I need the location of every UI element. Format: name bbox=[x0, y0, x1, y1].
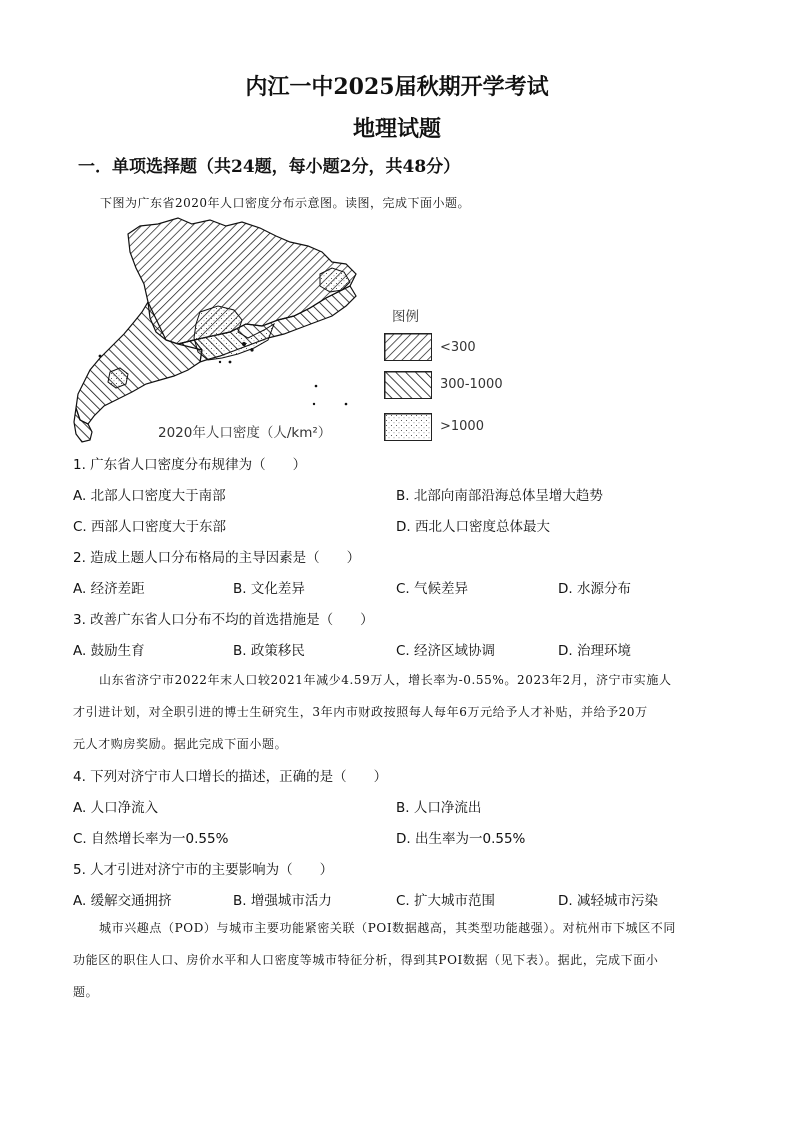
section-heading: 一．单项选择题（共24题，每小题2分，共48分） bbox=[78, 157, 461, 177]
q4-option-c[interactable]: C. 自然增长率为一0.55% bbox=[73, 831, 229, 847]
legend-label-low: <300 bbox=[440, 340, 476, 355]
q5-option-b[interactable]: B. 增强城市活力 bbox=[233, 893, 332, 909]
q1-option-d[interactable]: D. 西北人口密度总体最大 bbox=[396, 519, 550, 535]
map-caption: 2020年人口密度（人/km²） bbox=[158, 425, 332, 441]
legend-label-mid: 300-1000 bbox=[440, 377, 503, 392]
q1-option-b[interactable]: B. 北部向南部沿海总体呈增大趋势 bbox=[396, 488, 603, 504]
population-density-map bbox=[70, 212, 390, 444]
q4-option-a[interactable]: A. 人口净流入 bbox=[73, 800, 159, 816]
group3-paragraph-line: 城市兴趣点（POD）与城市主要功能紧密关联（POI数据越高，其类型功能越强）。对杭州市下城区不同 bbox=[99, 921, 676, 935]
exam-title: 内江一中2025届秋期开学考试 bbox=[245, 74, 549, 100]
group2-paragraph bbox=[73, 664, 723, 760]
legend-title: 图例 bbox=[392, 309, 419, 325]
legend-swatch-dots bbox=[384, 413, 432, 441]
q3-option-c[interactable]: C. 经济区域协调 bbox=[396, 643, 496, 659]
group2-paragraph-line: 才引进计划，对全职引进的博士生研究生，3年内市财政按照每人每年6万元给予人才补贴，并给予20万 bbox=[73, 705, 648, 719]
q2-option-a[interactable]: A. 经济差距 bbox=[73, 581, 145, 597]
legend-item-low bbox=[384, 333, 432, 361]
group2-paragraph-line: 山东省济宁市2022年末人口较2021年减少4.59万人，增长率为-0.55%。2023年2月，济宁市实施人 bbox=[99, 673, 672, 687]
legend-label-high: >1000 bbox=[440, 419, 484, 434]
legend-item-mid bbox=[384, 371, 432, 399]
q5-option-c[interactable]: C. 扩大城市范围 bbox=[396, 893, 496, 909]
q2-option-d[interactable]: D. 水源分布 bbox=[558, 581, 631, 597]
q5-option-d[interactable]: D. 减轻城市污染 bbox=[558, 893, 658, 909]
q1-option-c[interactable]: C. 西部人口密度大于东部 bbox=[73, 519, 227, 535]
q3-option-b[interactable]: B. 政策移民 bbox=[233, 643, 305, 659]
question-3: 3. 改善广东省人口分布不均的首选措施是（ ） bbox=[73, 612, 374, 628]
group1-intro: 下图为广东省2020年人口密度分布示意图。读图，完成下面小题。 bbox=[100, 196, 471, 210]
legend-swatch-sparse-hatch bbox=[384, 371, 432, 399]
group3-paragraph-line: 题。 bbox=[73, 985, 99, 999]
q5-option-a[interactable]: A. 缓解交通拥挤 bbox=[73, 893, 172, 909]
group3-paragraph-line: 功能区的职住人口、房价水平和人口密度等城市特征分析，得到其POI数据（见下表）。据此，完成下面小 bbox=[73, 953, 659, 967]
group2-paragraph-line: 元人才购房奖励。据此完成下面小题。 bbox=[73, 737, 288, 751]
question-4: 4. 下列对济宁市人口增长的描述，正确的是（ ） bbox=[73, 769, 388, 785]
question-2: 2. 造成上题人口分布格局的主导因素是（ ） bbox=[73, 550, 361, 566]
q4-option-b[interactable]: B. 人口净流出 bbox=[396, 800, 482, 816]
exam-subtitle: 地理试题 bbox=[352, 116, 441, 142]
group3-paragraph bbox=[73, 912, 723, 1008]
q3-option-d[interactable]: D. 治理环境 bbox=[558, 643, 631, 659]
question-5: 5. 人才引进对济宁市的主要影响为（ ） bbox=[73, 862, 334, 878]
q4-option-d[interactable]: D. 出生率为一0.55% bbox=[396, 831, 526, 847]
q2-option-c[interactable]: C. 气候差异 bbox=[396, 581, 469, 597]
legend-swatch-dense-hatch bbox=[384, 333, 432, 361]
q1-option-a[interactable]: A. 北部人口密度大于南部 bbox=[73, 488, 226, 504]
legend-item-high bbox=[384, 413, 432, 441]
question-1: 1. 广东省人口密度分布规律为（ ） bbox=[73, 457, 307, 473]
q3-option-a[interactable]: A. 鼓励生育 bbox=[73, 643, 145, 659]
q2-option-b[interactable]: B. 文化差异 bbox=[233, 581, 305, 597]
